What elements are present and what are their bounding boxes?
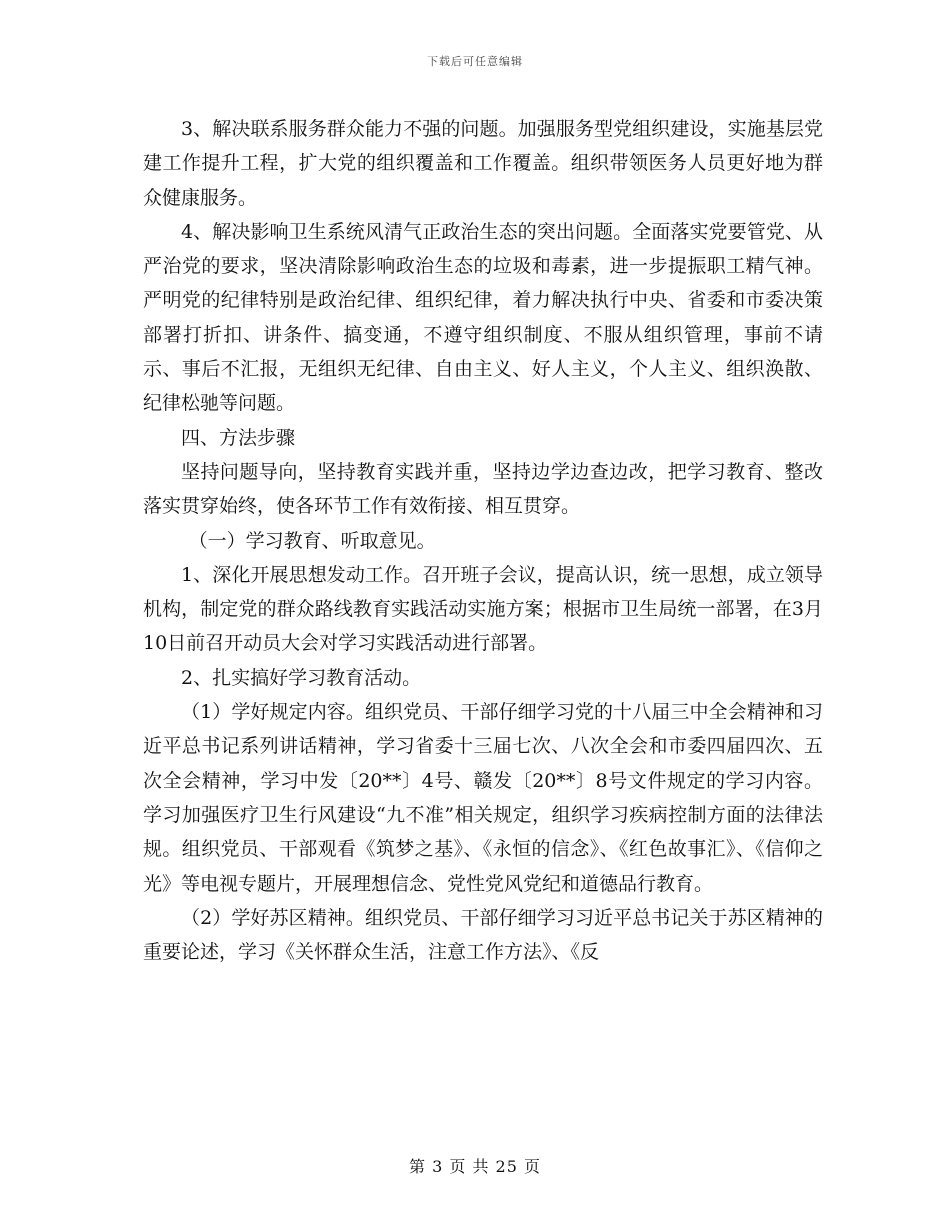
paragraph-study-soviet-spirit: （2）学好苏区精神。组织党员、干部仔细学习习近平总书记关于苏区精神的重要论述，学习《关怀群众生活，注意工作方法》、《反 [143,906,823,964]
paragraph-study-rules: （1）学好规定内容。组织党员、干部仔细学习党的十八届三中全会精神和习近平总书记系列讲话精神，学习省委十三届七次、八次全会和市委四届四次、五次全会精神，学习中发〔20**〕4号、赣发〔20**〕8号文件规定的学习内容。学习加强医疗卫生行风建设“九不准”相关规定，组织学习疾病控制方面的法律法规。组织党员、干部观看《筑梦之基》、《永恒的信念》、《红色故事汇》、《信仰之光》等电视专题片，开展理想信念、党性党风党纪和道德品行教育。 [143,701,823,895]
paragraph-item-3: 3、解决联系服务群众能力不强的问题。加强服务型党组织建设，实施基层党建工作提升工程，扩大党的组织覆盖和工作覆盖。组织带领医务人员更好地为群众健康服务。 [143,118,823,209]
page-header: 下载后可任意编辑 [427,55,523,68]
page-footer: 第 3 页 共 25 页 [409,1157,541,1176]
paragraph-step-2: 2、扎实搞好学习教育活动。 [181,666,422,689]
paragraph-methods-intro: 坚持问题导向，坚持教育实践并重，坚持边学边查边改，把学习教育、整改落实贯穿始终，使各环节工作有效衔接、相互贯穿。 [143,460,823,518]
paragraph-step-1: 1、深化开展思想发动工作。召开班子会议，提高认识，统一思想，成立领导机构，制定党的群众路线教育实践活动实施方案；根据市卫生局统一部署，在3月10日前召开动员大会对学习实践活动进行部署。 [143,563,823,655]
paragraph-item-4: 4、解决影响卫生系统风清气正政治生态的突出问题。全面落实党要管党、从严治党的要求，坚决清除影响政治生态的垃圾和毒素，进一步提振职工精气神。严明党的纪律特别是政治纪律、组织纪律，着力解决执行中央、省委和市委决策部署打折扣、讲条件、搞变通，不遵守组织制度、不服从组织管理，事前不请示、事后不汇报，无组织无纪律、自由主义、好人主义，个人主义、组织涣散、纪律松驰等问题。 [143,220,823,415]
subsection-heading-study: （一）学习教育、听取意见。 [188,529,436,552]
document-body [143,112,823,969]
section-heading-methods: 四、方法步骤 [181,426,296,449]
